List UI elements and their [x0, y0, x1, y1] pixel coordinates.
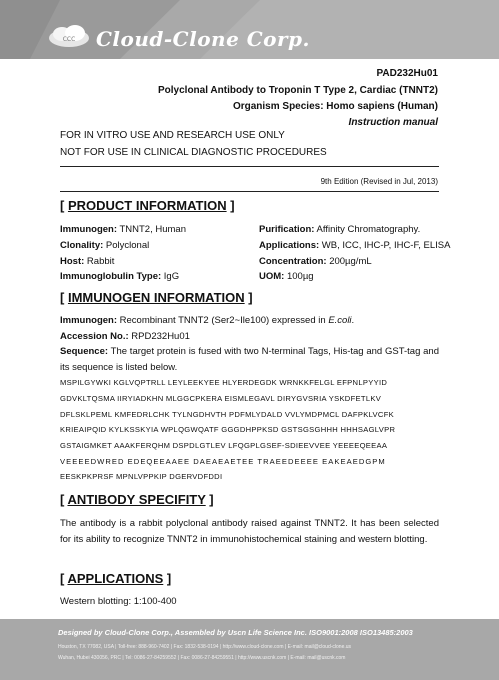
ig-type-field: Immunoglobulin Type: IgG — [60, 271, 180, 282]
sequence-line: GSTAIGMKET AAAKFERQHM DSPDLGTLEV LFQGPLGSEF-SDIEEVVEE YEEEEQEEAA — [60, 441, 388, 450]
section-title-applications: [ APPLICATIONS ] — [60, 571, 172, 586]
sequence-description: Sequence: The target protein is fused with two N-terminal Tags, His-tag and GST-tag and its sequence is listed below. — [60, 346, 439, 373]
immunogen-field: Immunogen: TNNT2, Human — [60, 224, 186, 235]
applications-text: Western blotting: 1:100-400 — [60, 596, 177, 607]
divider — [60, 166, 439, 167]
accession-number: Accession No.: RPD232Hu01 — [60, 331, 190, 342]
edition-info: 9th Edition (Revised in Jul, 2013) — [320, 177, 438, 186]
organism-species: Organism Species: Homo sapiens (Human) — [232, 101, 438, 112]
host-field: Host: Rabbit — [60, 256, 115, 267]
sequence-line: KRIEAIPQID KYLKSSKYIA WPLQGWQATF GGGDHPPKSD GSTSGSGHHH HHHSAGLVPR — [60, 425, 396, 434]
antibody-specificity-text: The antibody is a rabbit polyclonal antibody raised against TNNT2. It has been selected for its ability to recognize TNNT2 in immunohistochemical staining and western blotting. — [60, 518, 439, 545]
uom-field: UOM: 100µg — [259, 271, 314, 282]
immunogen-detail: Immunogen: Recombinant TNNT2 (Ser2~Ile100) expressed in E.coli. — [60, 315, 355, 326]
section-title-product-info: [ PRODUCT INFORMATION ] — [60, 198, 235, 213]
svg-text:CCC: CCC — [62, 36, 76, 43]
product-title: Polyclonal Antibody to Troponin T Type 2, Cardiac (TNNT2) — [157, 85, 438, 96]
sequence-line: DFLSKLPEML KMFEDRLCHK TYLNGDHVTH PDFMLYDALD VVLYMDPMCL DAFPKLVCFK — [60, 410, 395, 419]
section-title-immunogen-info: [ IMMUNOGEN INFORMATION ] — [60, 290, 253, 305]
applications-field: Applications: WB, ICC, IHC-P, IHC-F, ELISA — [259, 240, 451, 251]
sequence-line: EESKPKPRSF MPNLVPPKIP DGERVDFDDI — [60, 472, 223, 481]
footer-designer-line: Designed by Cloud-Clone Corp., Assembled by Uscn Life Science Inc. ISO9001:2008 ISO13485:2003 — [58, 628, 413, 637]
purification-field: Purification: Affinity Chromatography. — [259, 224, 421, 235]
footer-address-prc: Wuhan, Hubei 430056, PRC | Tel: 0086-27-84259552 | Fax: 0086-27-84259551 | http://www.uscnk.com | E-mail: mail@uscnk.com — [58, 655, 346, 661]
footer-address-us: Houston, TX 77082, USA | Toll-free: 888-960-7402 | Fax: 1832-538-0194 | http://www.cloud-clone.com | E-mail: mail@cloud-clone.us — [58, 644, 352, 650]
sequence-line: VEEEEDWRED EDEQEEAAEE DAEAEAETEE TRAEEDEEEE EAKEAEDGPM — [60, 457, 386, 466]
clinical-use-notice: NOT FOR USE IN CLINICAL DIAGNOSTIC PROCEDURES — [60, 147, 327, 158]
document-type: Instruction manual — [348, 117, 438, 128]
section-title-antibody-specificity: [ ANTIBODY SPECIFITY ] — [60, 492, 214, 507]
clonality-field: Clonality: Polyclonal — [60, 240, 150, 251]
product-code: PAD232Hu01 — [376, 68, 438, 79]
sequence-line: GDVKLTQSMA IIRYIADKHN MLGGCPKERA EISMLEGAVL DIRYGVSRIA YSKDFETLKV — [60, 394, 382, 403]
concentration-field: Concentration: 200µg/mL — [259, 256, 372, 267]
company-name: Cloud-Clone Corp. — [96, 27, 311, 51]
sequence-line: MSPILGYWKI KGLVQPTRLL LEYLEEKYEE HLYERDEGDK WRNKKFELGL EFPNLPYYID — [60, 378, 388, 387]
header-banner — [0, 0, 499, 59]
divider — [60, 191, 439, 192]
cloud-logo-icon — [46, 24, 92, 48]
research-use-notice: FOR IN VITRO USE AND RESEARCH USE ONLY — [60, 130, 285, 141]
